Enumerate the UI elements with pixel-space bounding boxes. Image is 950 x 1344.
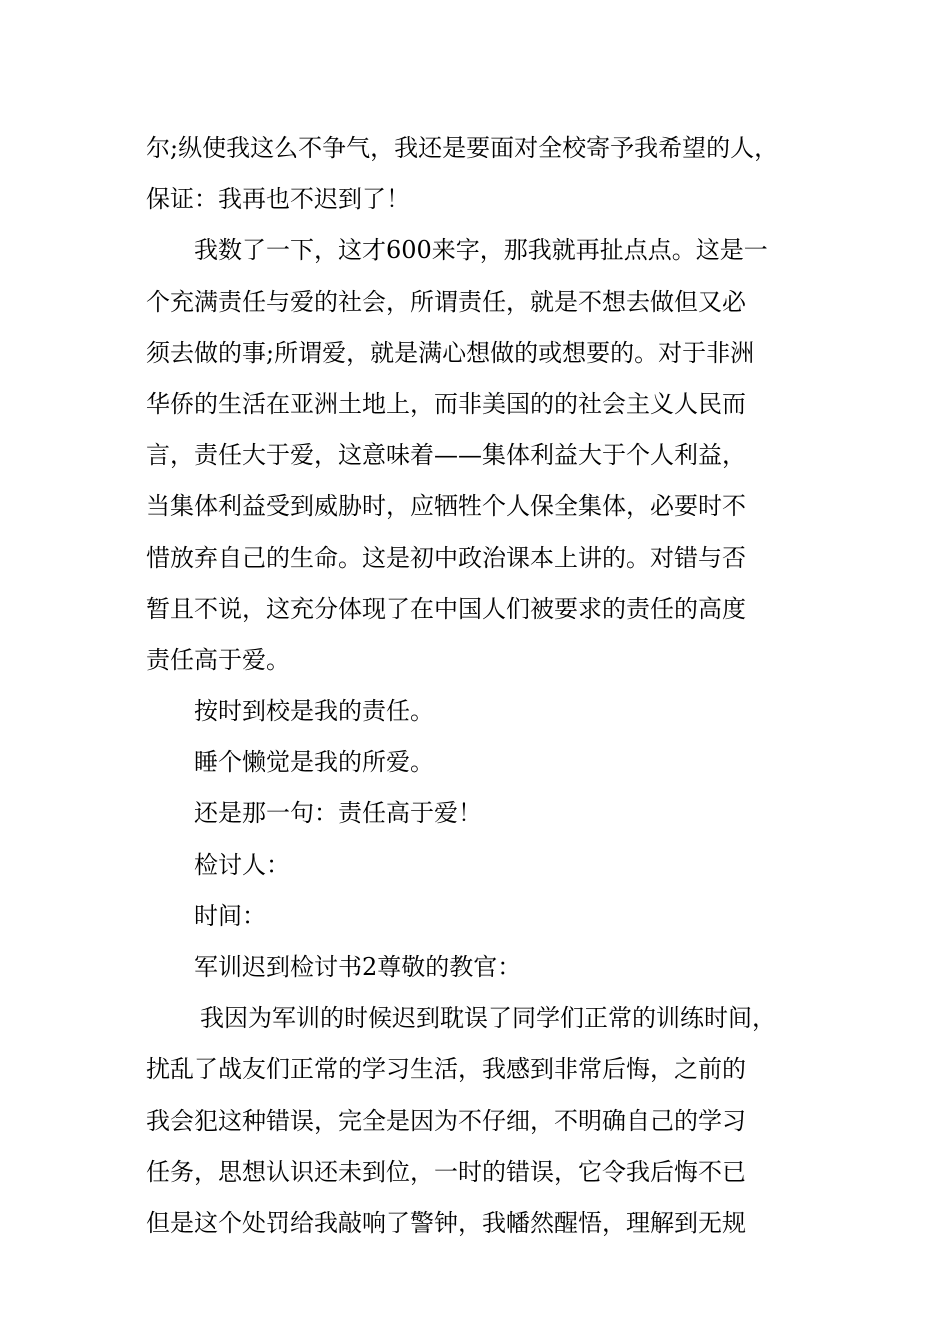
- date-label: 时间：: [194, 901, 266, 930]
- section-heading: 军训迟到检讨书2尊敬的教官：: [194, 953, 522, 981]
- document-body: [146, 123, 826, 1249]
- text-line: 华侨的生活在亚洲土地上，而非美国的的社会主义人民而: [146, 389, 746, 418]
- text-line: 尔;纵使我这么不争气，我还是要面对全校寄予我希望的人，: [146, 134, 779, 162]
- text-line: 我因为军训的时候迟到耽误了同学们正常的训练时间，: [200, 1004, 776, 1033]
- text-line: 当集体利益受到威胁时，应牺牲个人保全集体，必要时不: [146, 492, 746, 521]
- text-line: 睡个懒觉是我的所爱。: [194, 748, 434, 777]
- text-line: 惜放弃自己的生命。这是初中政治课本上讲的。对错与否: [146, 543, 746, 572]
- text-line: 暂且不说，这充分体现了在中国人们被要求的责任的高度: [146, 594, 746, 623]
- text-line: 个充满责任与爱的社会，所谓责任，就是不想去做但又必: [146, 287, 746, 316]
- signer-label: 检讨人：: [194, 850, 290, 879]
- text-line: 任务，思想认识还未到位，一时的错误，它令我后悔不已: [146, 1157, 746, 1186]
- text-line: 须去做的事;所谓爱，就是满心想做的或想要的。对于非洲: [146, 338, 755, 367]
- text-line: 还是那一句：责任高于爱！: [194, 799, 482, 828]
- text-line: 按时到校是我的责任。: [194, 697, 434, 726]
- text-line: 言，责任大于爱，这意味着——集体利益大于个人利益，: [146, 441, 746, 470]
- text-line: 但是这个处罚给我敲响了警钟，我幡然醒悟，理解到无规: [146, 1208, 746, 1237]
- text-line: 保证：我再也不迟到了！: [146, 185, 410, 214]
- text-line: 我数了一下，这才600来字，那我就再扯点点。这是一: [194, 236, 768, 265]
- text-line: 责任高于爱。: [146, 645, 290, 674]
- text-line: 扰乱了战友们正常的学习生活，我感到非常后悔，之前的: [146, 1055, 746, 1084]
- text-line: 我会犯这种错误，完全是因为不仔细，不明确自己的学习: [146, 1106, 746, 1135]
